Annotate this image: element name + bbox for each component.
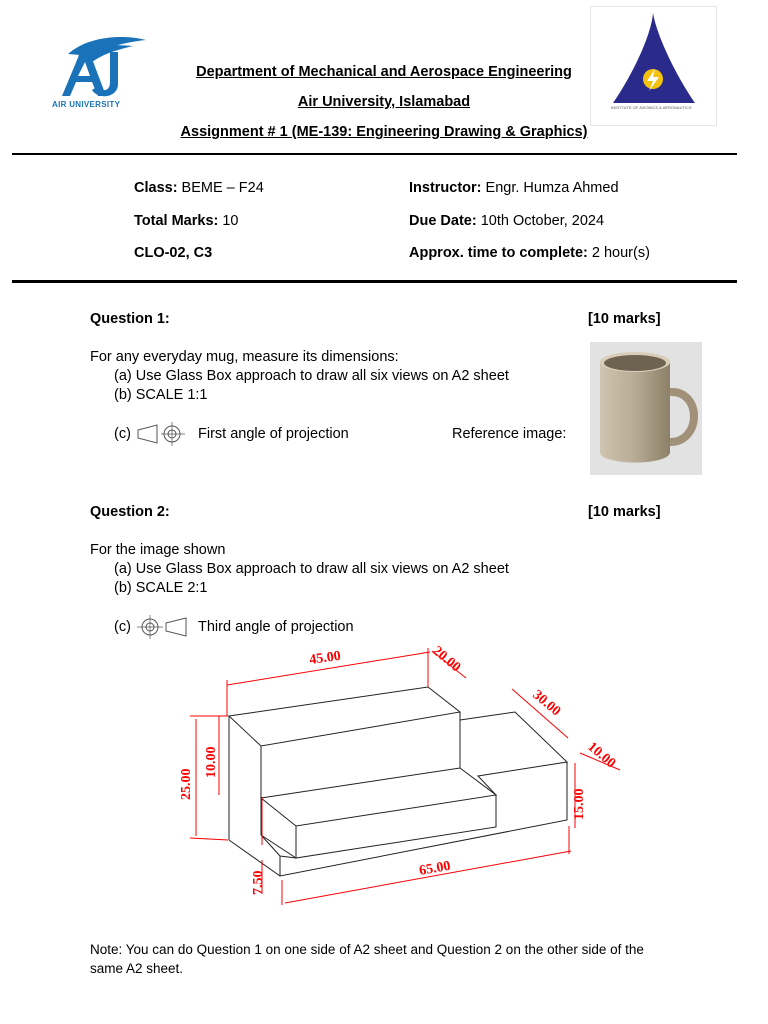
object-outline: [229, 687, 567, 876]
q2-part-b: (b) SCALE 2:1: [114, 580, 208, 596]
q2-part-c-prefix: (c): [114, 619, 131, 635]
q1-title: Question 1:: [90, 311, 170, 327]
institute-logo-text: INSTITUTE OF AVIONICS & AERONAUTICS: [611, 105, 692, 110]
dim-45: 45.00: [308, 648, 342, 668]
q2-part-c-text: Third angle of projection: [198, 619, 354, 635]
q2-intro: For the image shown: [90, 542, 226, 558]
university-line: Air University, Islamabad: [297, 94, 471, 110]
q2-title: Question 2:: [90, 504, 170, 520]
assignment-line: Assignment # 1 (ME-139: Engineering Drawing & Graphics): [180, 124, 588, 140]
time-value: 2 hour(s): [587, 245, 650, 261]
dim-15: 15.00: [572, 788, 587, 820]
class-label: Class:: [134, 180, 178, 196]
q1-part-c-text: First angle of projection: [198, 426, 349, 442]
class-value: BEME – F24: [177, 180, 264, 196]
instructor-value: Engr. Humza Ahmed: [481, 180, 619, 196]
clo-value: CLO-02, C3: [134, 245, 213, 261]
q1-part-a: (a) Use Glass Box approach to draw all six views on A2 sheet: [114, 368, 509, 384]
due-date-label: Due Date:: [409, 213, 477, 229]
instructor-label: Instructor:: [409, 180, 482, 196]
due-date-value: 10th October, 2024: [476, 213, 605, 229]
dim-20: 20.00: [429, 643, 464, 676]
dim-7-50: 7.50: [251, 870, 266, 895]
reference-image-label: Reference image:: [452, 426, 567, 442]
department-line: Department of Mechanical and Aerospace Engineering: [196, 64, 572, 80]
q1-intro: For any everyday mug, measure its dimensions:: [90, 349, 399, 365]
time-label: Approx. time to complete:: [409, 245, 588, 261]
note-text: Note: You can do Question 1 on one side of A2 sheet and Question 2 on the other side of the same A2 sheet.: [90, 942, 644, 976]
air-university-logo-text: AIR UNIVERSITY: [52, 100, 121, 109]
q2-part-a: (a) Use Glass Box approach to draw all six views on A2 sheet: [114, 561, 509, 577]
q1-marks: [10 marks]: [588, 311, 661, 327]
q1-part-c-prefix: (c): [114, 426, 131, 442]
dim-25: 25.00: [179, 768, 194, 800]
dim-30: 30.00: [529, 687, 564, 720]
marks-value: 10: [218, 213, 239, 229]
dim-10-right: 10.00: [584, 739, 619, 772]
dim-10-left: 10.00: [204, 746, 219, 778]
q1-part-b: (b) SCALE 1:1: [114, 387, 208, 403]
q2-marks: [10 marks]: [588, 504, 661, 520]
dim-65: 65.00: [418, 858, 452, 879]
marks-label: Total Marks:: [134, 213, 219, 229]
